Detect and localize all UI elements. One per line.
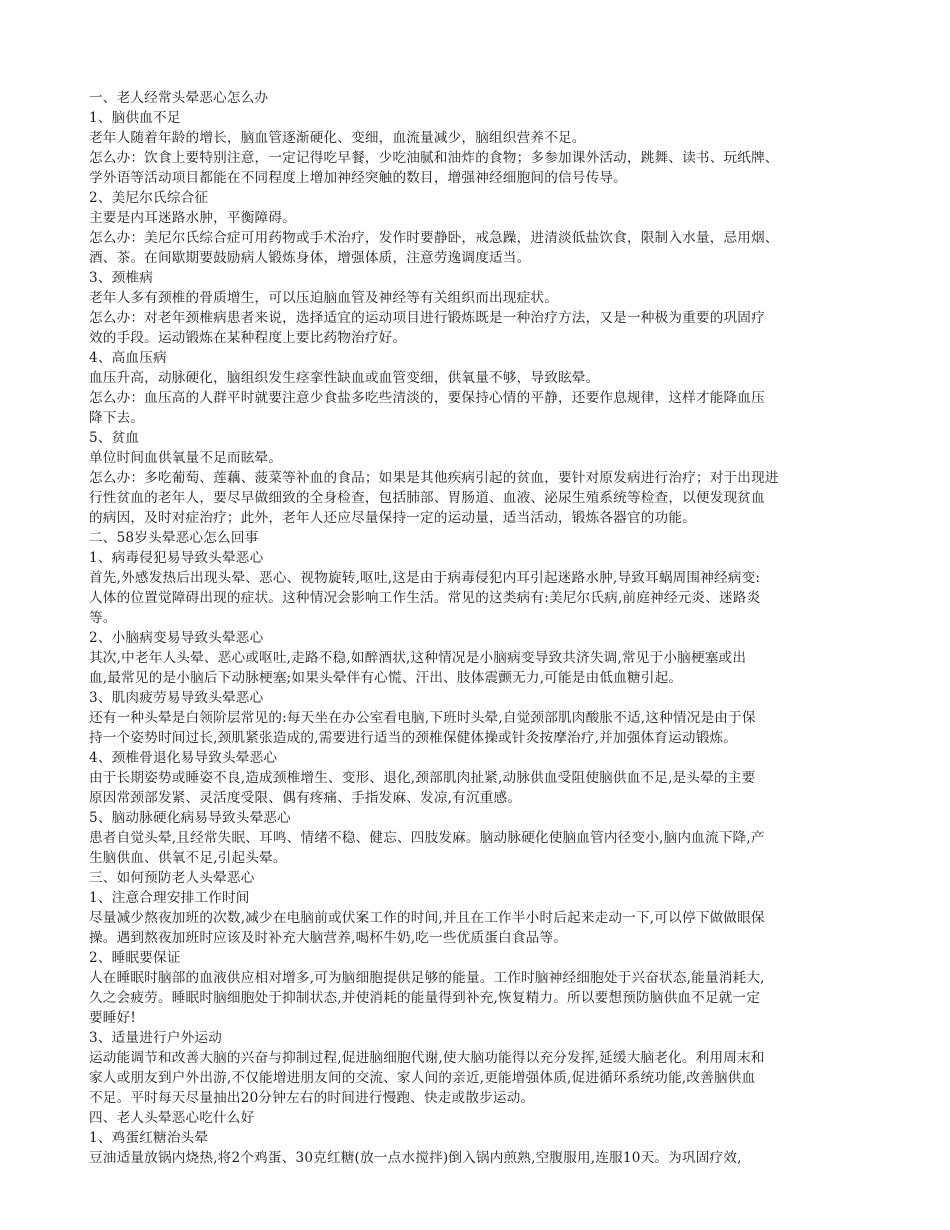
text-line: 怎么办：对老年颈椎病患者来说，选择适宜的运动项目进行锻炼既是一种治疗方法，又是一种极为重要的巩固疗 bbox=[89, 310, 765, 326]
text-line: 一、老人经常头晕恶心怎么办 bbox=[89, 90, 269, 106]
text-line: 怎么办：美尼尔氏综合症可用药物或手术治疗，发作时要静卧，戒急躁，进清淡低盐饮食，限制入水量，忌用烟、 bbox=[89, 230, 779, 246]
text-line: 老年人随着年龄的增长，脑血管逐渐硬化、变细，血流量减少，脑组织营养不足。 bbox=[89, 130, 586, 146]
text-line: 操。遇到熬夜加班时应该及时补充大脑营养,喝杯牛奶,吃一些优质蛋白食品等。 bbox=[89, 930, 568, 946]
text-line: 主要是内耳迷路水肿，平衡障碍。 bbox=[89, 210, 296, 226]
text-line: 生脑供血、供氧不足,引起头晕。 bbox=[89, 850, 287, 866]
text-line: 降下去。 bbox=[89, 410, 145, 426]
text-line: 等。 bbox=[89, 610, 117, 626]
text-line: 要睡好! bbox=[89, 1010, 137, 1026]
text-line: 怎么办：多吃葡萄、莲藕、菠菜等补血的食品；如果是其他疾病引起的贫血，要针对原发病进行治疗；对于出现进 bbox=[89, 470, 779, 486]
text-line: 学外语等活动项目都能在不同程度上增加神经突触的数目，增强神经细胞间的信号传导。 bbox=[89, 170, 627, 186]
text-line: 由于长期姿势或睡姿不良,造成颈椎增生、变形、退化,颈部肌肉扯紧,动脉供血受阻使脑供血不足,是头晕的主要 bbox=[89, 770, 756, 786]
text-line: 1、病毒侵犯易导致头晕恶心 bbox=[89, 550, 264, 566]
text-line: 的病因，及时对症治疗；此外，老年人还应尽量保持一定的运动量，适当活动，锻炼各器官的功能。 bbox=[89, 510, 696, 526]
text-line: 5、脑动脉硬化病易导致头晕恶心 bbox=[89, 810, 291, 826]
text-line: 人体的位置觉障碍出现的症状。这种情况会影响工作生活。常见的这类病有:美尼尔氏病,前庭神经元炎、迷路炎 bbox=[89, 590, 761, 606]
text-line: 酒、茶。在间歇期要鼓励病人锻炼身体，增强体质，注意劳逸调度适当。 bbox=[89, 250, 531, 266]
text-line: 2、睡眠要保证 bbox=[89, 950, 181, 966]
text-line: 4、颈椎骨退化易导致头晕恶心 bbox=[89, 750, 278, 766]
text-line: 2、小脑病变易导致头晕恶心 bbox=[89, 630, 264, 646]
text-line: 血,最常见的是小脑后下动脉梗塞;如果头晕伴有心慌、汗出、肢体震颤无力,可能是由低血糖引起。 bbox=[89, 670, 683, 686]
text-line: 人在睡眠时脑部的血液供应相对增多,可为脑细胞提供足够的能量。工作时脑神经细胞处于兴奋状态,能量消耗大, bbox=[89, 970, 765, 986]
text-line: 行性贫血的老年人，要尽早做细致的全身检查，包括肺部、胃肠道、血液、泌尿生殖系统等检查，以便发现贫血 bbox=[89, 490, 765, 506]
text-line: 原因常颈部发紧、灵活度受限、偶有疼痛、手指发麻、发凉,有沉重感。 bbox=[89, 790, 522, 806]
text-line: 1、注意合理安排工作时间 bbox=[89, 890, 250, 906]
text-line: 3、适量进行户外运动 bbox=[89, 1030, 222, 1046]
text-line: 1、鸡蛋红糖治头晕 bbox=[89, 1130, 209, 1146]
text-line: 首先,外感发热后出现头晕、恶心、视物旋转,呕吐,这是由于病毒侵犯内耳引起迷路水肿,导致耳蜗周围神经病变: bbox=[89, 570, 761, 586]
text-line: 持一个姿势时间过长,颈肌紧张造成的,需要进行适当的颈椎保健体操或针灸按摩治疗,并加强体育运动锻炼。 bbox=[89, 730, 738, 746]
text-line: 4、高血压病 bbox=[89, 350, 167, 366]
text-line: 家人或朋友到户外出游,不仅能增进朋友间的交流、家人间的亲近,更能增强体质,促进循环系统功能,改善脑供血 bbox=[89, 1070, 756, 1086]
text-line: 3、颈椎病 bbox=[89, 270, 154, 286]
text-line: 3、肌肉疲劳易导致头晕恶心 bbox=[89, 690, 264, 706]
text-line: 二、58岁头晕恶心怎么回事 bbox=[89, 530, 259, 546]
text-line: 患者自觉头晕,且经常失眠、耳鸣、情绪不稳、健忘、四肢发麻。脑动脉硬化使脑血管内径变小,脑内血流下降,产 bbox=[89, 830, 765, 846]
text-line: 怎么办：饮食上要特别注意，一定记得吃早餐，少吃油腻和油炸的食物；多参加课外活动，跳舞、读书、玩纸牌、 bbox=[89, 150, 779, 166]
text-line: 还有一种头晕是白领阶层常见的:每天坐在办公室看电脑,下班时头晕,自觉颈部肌肉酸胀不适,这种情况是由于保 bbox=[89, 710, 756, 726]
text-line: 效的手段。运动锻炼在某种程度上要比药物治疗好。 bbox=[89, 330, 407, 346]
text-line: 2、美尼尔氏综合征 bbox=[89, 190, 209, 206]
text-line: 1、脑供血不足 bbox=[89, 110, 181, 126]
text-line: 豆油适量放锅内烧热,将2个鸡蛋、30克红糖(放一点水搅拌)倒入锅内煎熟,空腹服用,连服10天。为巩固疗效, bbox=[89, 1150, 742, 1166]
text-line: 运动能调节和改善大脑的兴奋与抑制过程,促进脑细胞代谢,使大脑功能得以充分发挥,延缓大脑老化。利用周末和 bbox=[89, 1050, 765, 1066]
text-line: 5、贫血 bbox=[89, 430, 140, 446]
text-line: 四、老人头晕恶心吃什么好 bbox=[89, 1110, 255, 1126]
text-line: 怎么办：血压高的人群平时就要注意少食盐多吃些清淡的，要保持心情的平静，还要作息规律，这样才能降血压 bbox=[89, 390, 765, 406]
text-line: 尽量减少熬夜加班的次数,减少在电脑前或伏案工作的时间,并且在工作半小时后起来走动一下,可以停下做做眼保 bbox=[89, 910, 765, 926]
text-line: 其次,中老年人头晕、恶心或呕吐,走路不稳,如醉酒状,这种情况是小脑病变导致共济失调,常见于小脑梗塞或出 bbox=[89, 650, 747, 666]
text-line: 单位时间血供氧量不足而眩晕。 bbox=[89, 450, 283, 466]
text-line: 久之会疲劳。睡眠时脑细胞处于抑制状态,并使消耗的能量得到补充,恢复精力。所以要想预防脑供血不足就一定 bbox=[89, 990, 761, 1006]
text-line: 三、如何预防老人头晕恶心 bbox=[89, 870, 255, 886]
text-line: 老年人多有颈椎的骨质增生，可以压迫脑血管及神经等有关组织而出现症状。 bbox=[89, 290, 558, 306]
text-line: 血压升高，动脉硬化，脑组织发生痉挛性缺血或血管变细，供氧量不够，导致眩晕。 bbox=[89, 370, 600, 386]
text-line: 不足。平时每天尽量抽出20分钟左右的时间进行慢跑、快走或散步运动。 bbox=[89, 1090, 535, 1106]
